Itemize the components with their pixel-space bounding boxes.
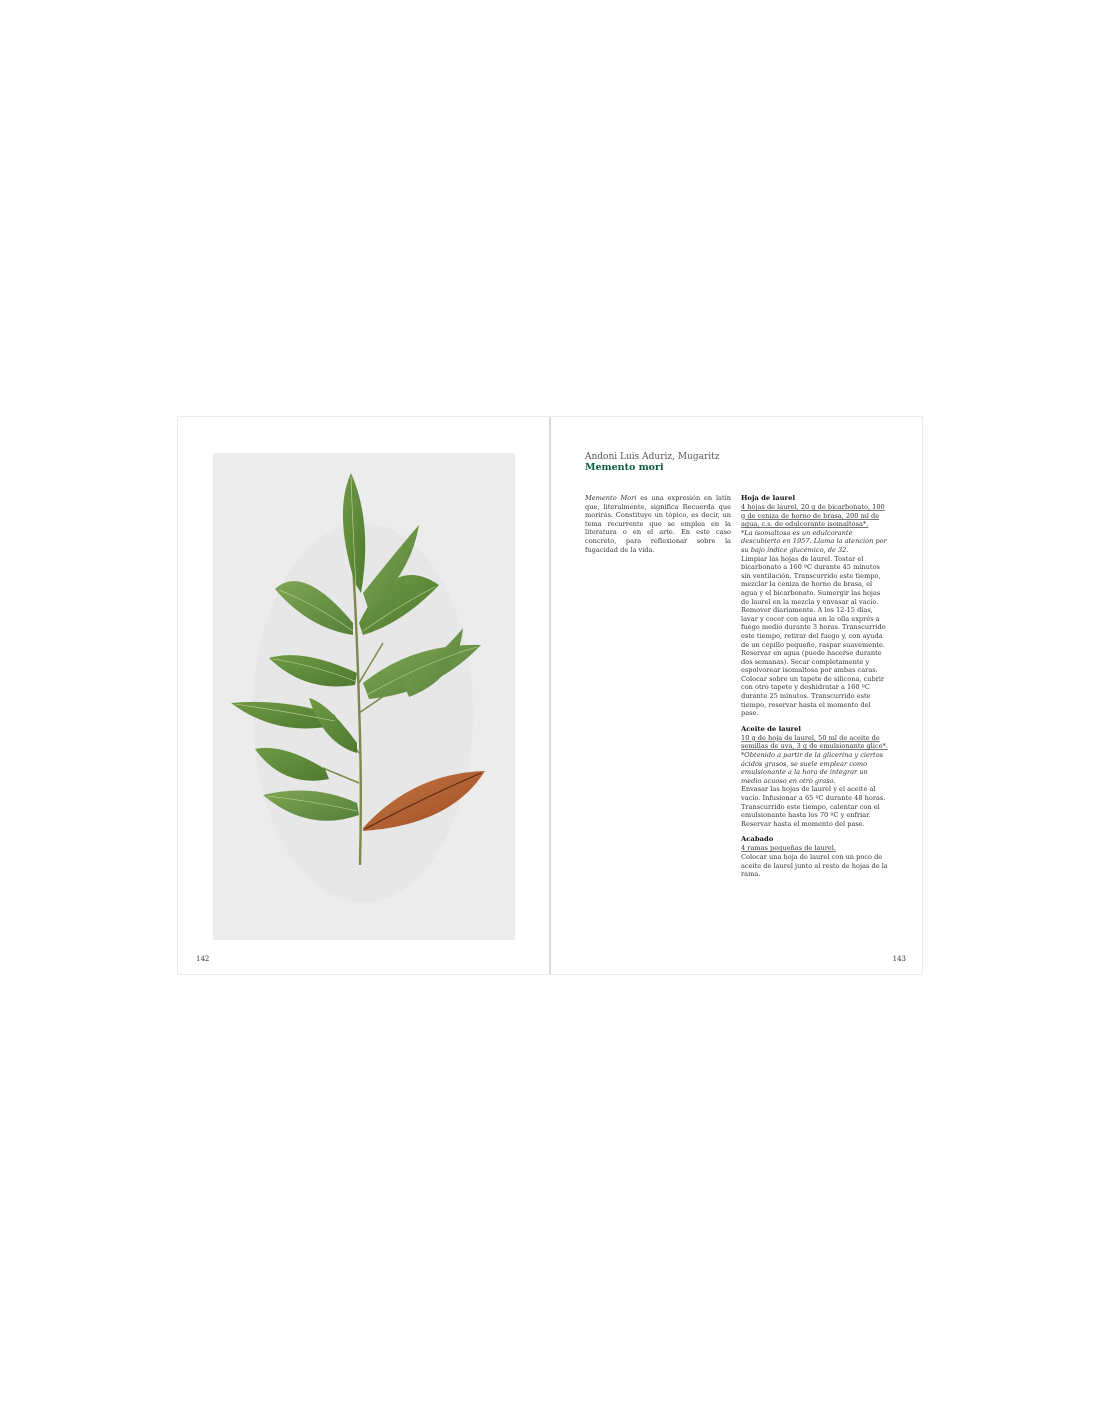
right-page [551,417,922,974]
ingredients-text: 10 g de hoja de laurel, 50 ml de aceite de semillas de uva, 3 g de emulsionante glice*. [741,733,888,751]
intro-italic-term: Memento Mori [585,494,637,502]
ingredients-text: 4 ramas pequeñas de laurel. [741,844,836,853]
footnote-text: *Obtenido a partir de la glicerina y ciertos ácidos grasos, se suele emplear como emulsionante a la hora de integrar un medio acuoso en otro graso. [741,751,884,785]
recipe-column [741,494,889,886]
left-page [178,417,549,974]
section-aceite-de-laurel [741,725,889,829]
section-acabado [741,835,889,878]
ingredients-text: 4 hojas de laurel, 20 g de bicarbonato, 100 g de ceniza de horno de brasa, 200 ml de agua, c.s. de edulcorante isomaltosa*. [741,503,885,529]
author-line: Andoni Luis Aduriz, Mugaritz [585,452,720,462]
method-text: Limpiar las hojas de laurel. Tostar el bicarbonato a 160 ºC durante 45 minutos sin ventilación. Transcurrido este tiempo, mezclar la ceniza de horno de brasa, el agua y el bicarbonato. Sumergir las hojas de laurel en la mezcla y envasar al vacío. Remover diariamente. A los 12-15 días, lavar y cocer con agua en la olla exprés a fuego medio durante 3 horas. Transcurrido este tiempo, retirar del fuego y, con ayuda de un cepillo pequeño, raspar suavemente. Reservar en agua (puede hacerse durante dos semanas). Secar completamente y espolvorear isomaltosa por ambas caras. Colocar sobre un tapete de silicona, cubrir con otro tapete y deshidratar a 160 ºC durante 25 minutos. Transcurrido este tiempo, reservar hasta el momento del pase. [741,554,886,718]
section-heading: Aceite de laurel [741,724,802,733]
page-number-left: 142 [196,955,210,963]
section-heading: Hoja de laurel [741,494,796,502]
page-number-right: 143 [892,955,906,963]
method-text: Envasar las hojas de laurel y el aceite al vacío. Infusionar a 65 ºC durante 48 horas. Transcurrido este tiempo, calentar con el emulsionante hasta los 70 ºC y enfriar. Reservar hasta el momento del pase. [741,785,886,828]
section-heading: Acabado [741,835,774,844]
recipe-title: Memento mori [585,462,664,473]
intro-text: es una expresión en latín que, literalmente, significa Recuerda que morirás. Constituye un tópico, es decir, un tema recurrente que se emplea en la literatura o en el arte. En este caso concreto, para reflexionar sobre la fugacidad de la vida. [585,494,731,554]
section-hoja-de-laurel [741,494,889,718]
method-text: Colocar una hoja de laurel con un poco de aceite de laurel junto al resto de hojas de la rama. [741,852,888,879]
book-spread [178,417,922,974]
laurel-branch-photo [213,453,515,940]
intro-paragraph [585,494,731,554]
laurel-branch-illustration [213,453,515,940]
footnote-text: *La isomaltosa es un edulcorante descubierto en 1957. Llama la atención por su bajo índice glucémico, de 32. [741,528,887,554]
